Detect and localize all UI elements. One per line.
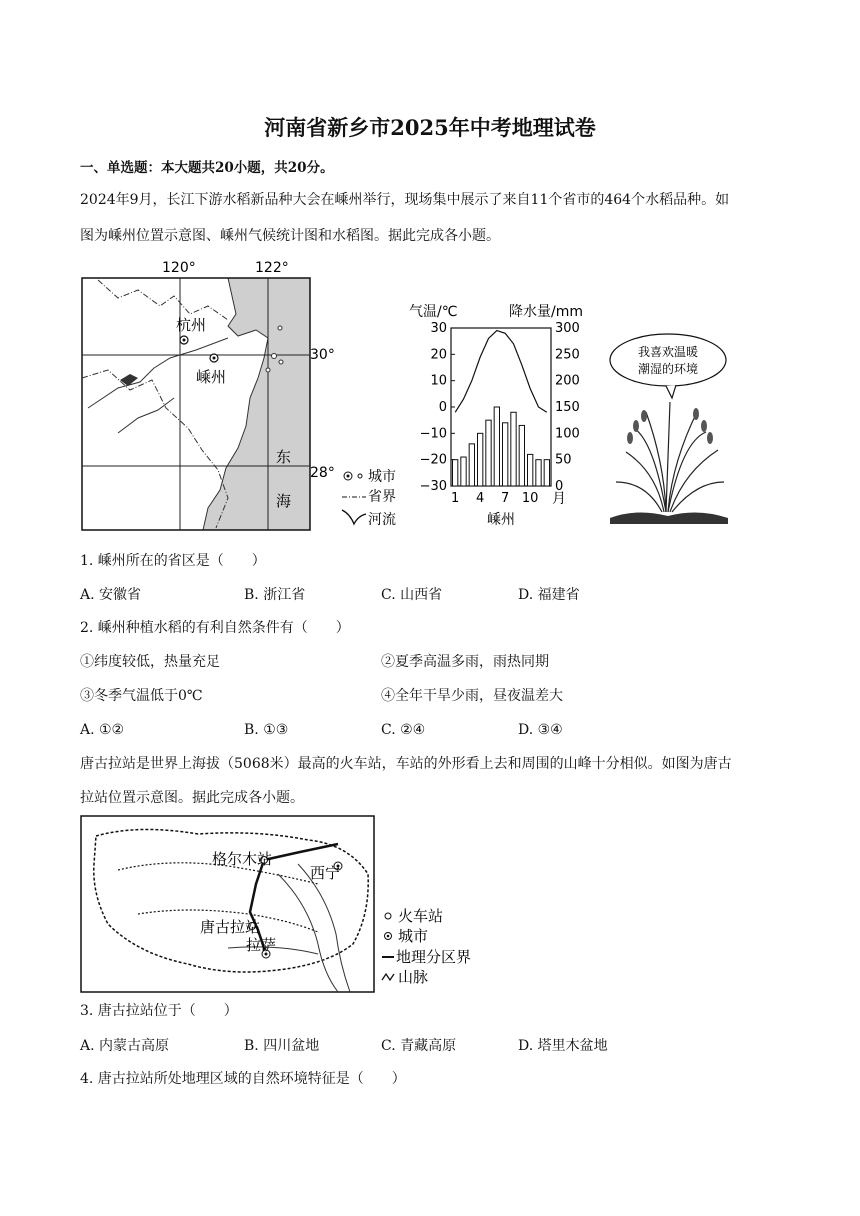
- question-3-option-c: C. 青藏高原: [381, 1038, 457, 1054]
- sea-label: 海: [276, 492, 292, 510]
- precipitation-bar: [503, 423, 508, 486]
- chart-x-unit: 月: [552, 491, 566, 507]
- left-tick-label: 20: [430, 347, 447, 363]
- rice-leaves: [616, 402, 724, 512]
- place-label-tanggula: 唐古拉站: [200, 918, 261, 936]
- question-2-item: ④全年干旱少雨，昼夜温差大: [381, 688, 563, 704]
- precipitation-bar: [494, 407, 499, 486]
- shengzhou-location-map: [78, 258, 408, 534]
- right-tick-label: 0: [555, 479, 564, 494]
- left-tick-label: 10: [430, 373, 447, 389]
- question-2-option-a: A. ①②: [80, 722, 125, 738]
- speech-bubble-text: 我喜欢温暖: [637, 345, 699, 359]
- chart-right-axis-title: 降水量/mm: [509, 304, 583, 320]
- precipitation-bar: [469, 444, 474, 486]
- chart-right-ticks: [555, 321, 580, 494]
- question-2-option-c: C. ②④: [381, 722, 426, 738]
- chart-left-axis-title: 气温/℃: [409, 304, 458, 320]
- legend-border-label: 省界: [368, 489, 396, 505]
- question-3-option-b: B. 四川盆地: [244, 1038, 320, 1054]
- question-2-item: ①纬度较低，热量充足: [80, 654, 220, 670]
- legend-station-label: 火车站: [398, 907, 444, 925]
- question-2-option-d: D. ③④: [518, 722, 563, 738]
- question-1-option-d: D. 福建省: [518, 587, 580, 603]
- page-title: 河南省新乡市2025年中考地理试卷: [264, 115, 596, 140]
- right-tick-label: 150: [555, 400, 580, 415]
- chart-place-label: 嵊州: [487, 512, 515, 528]
- left-tick-label: −10: [419, 426, 447, 442]
- question-1-option-c: C. 山西省: [381, 587, 443, 603]
- left-tick-label: −20: [419, 452, 447, 468]
- precipitation-bar: [536, 460, 541, 486]
- question-1-stem: 1. 嵊州所在的省区是（ ）: [80, 553, 266, 569]
- question-2-option-b: B. ①③: [244, 722, 289, 738]
- left-tick-label: 30: [430, 321, 447, 336]
- left-tick-label: 0: [438, 400, 447, 415]
- place-label-shengzhou: 嵊州: [196, 368, 227, 386]
- question-3-option-d: D. 塔里木盆地: [518, 1038, 608, 1054]
- place-label-lhasa: 拉萨: [246, 936, 277, 954]
- legend-city-label: 城市: [398, 927, 429, 945]
- question-2-item: ②夏季高温多雨，雨热同期: [381, 654, 549, 670]
- section-heading: 一、单选题：本大题共20小题，共20分。: [80, 160, 334, 176]
- intro-paragraph-line: 拉站位置示意图。据此完成各小题。: [80, 790, 304, 806]
- question-3-stem: 3. 唐古拉站位于（ ）: [80, 1003, 238, 1019]
- latitude-label: 28°: [310, 465, 335, 481]
- latitude-label: 30°: [310, 347, 335, 363]
- precipitation-bar: [528, 454, 533, 486]
- intro-paragraph-line: 2024年9月，长江下游水稻新品种大会在嵊州举行，现场集中展示了来自11个省市的464个水稻品种。如: [80, 192, 730, 208]
- precipitation-bar: [519, 425, 524, 486]
- right-tick-label: 250: [555, 347, 580, 363]
- speech-bubble: [610, 334, 726, 386]
- precipitation-bar: [544, 460, 549, 486]
- precipitation-bar: [461, 457, 466, 486]
- map-legend: [382, 907, 471, 986]
- legend-city-label: 城市: [368, 469, 396, 485]
- chart-left-ticks: [420, 321, 455, 494]
- right-tick-label: 50: [555, 452, 572, 468]
- precipitation-bar: [453, 460, 458, 486]
- precipitation-bar: [478, 433, 483, 486]
- x-tick-label: 4: [476, 491, 485, 506]
- temperature-line: [455, 331, 547, 413]
- legend-boundary-label: 地理分区界: [396, 948, 472, 966]
- speech-bubble-text: 潮湿的环境: [637, 362, 699, 376]
- precipitation-bar: [486, 420, 491, 486]
- x-tick-label: 7: [501, 491, 510, 506]
- question-4-stem: 4. 唐古拉站所处地理区域的自然环境特征是（ ）: [80, 1071, 406, 1087]
- map-legend: [342, 469, 396, 528]
- water-base: [610, 512, 728, 524]
- rice-plant-illustration: [606, 332, 732, 528]
- right-tick-label: 200: [555, 373, 580, 389]
- left-tick-label: −30: [419, 479, 447, 494]
- x-tick-label: 1: [451, 491, 460, 506]
- climate-chart: [405, 300, 600, 532]
- tanggula-location-map: [78, 814, 488, 996]
- question-2-item: ③冬季气温低于0℃: [80, 688, 203, 704]
- place-label-golmud: 格尔木站: [212, 850, 273, 868]
- question-3-option-a: A. 内蒙古高原: [80, 1038, 170, 1054]
- precipitation-bar: [511, 412, 516, 486]
- longitude-label: 122°: [255, 260, 289, 276]
- precipitation-bars: [453, 407, 550, 486]
- question-1-option-a: A. 安徽省: [80, 587, 142, 603]
- right-tick-label: 100: [555, 426, 580, 442]
- longitude-label: 120°: [162, 260, 196, 276]
- chart-x-ticks: [451, 491, 538, 506]
- place-label-xining: 西宁: [310, 864, 341, 882]
- place-label-hangzhou: 杭州: [176, 316, 207, 334]
- x-tick-label: 10: [521, 491, 539, 506]
- question-1-option-b: B. 浙江省: [244, 587, 306, 603]
- legend-river-label: 河流: [368, 512, 396, 528]
- sea-label: 东: [276, 448, 292, 466]
- right-tick-label: 300: [555, 321, 580, 336]
- legend-mountain-label: 山脉: [398, 968, 429, 986]
- intro-paragraph-line: 唐古拉站是世界上海拔（5068米）最高的火车站，车站的外形看上去和周围的山峰十分相似。如图为唐古: [80, 756, 732, 772]
- question-2-stem: 2. 嵊州种植水稻的有利自然条件有（ ）: [80, 620, 350, 636]
- intro-paragraph-line: 图为嵊州位置示意图、嵊州气候统计图和水稻图。据此完成各小题。: [80, 228, 500, 244]
